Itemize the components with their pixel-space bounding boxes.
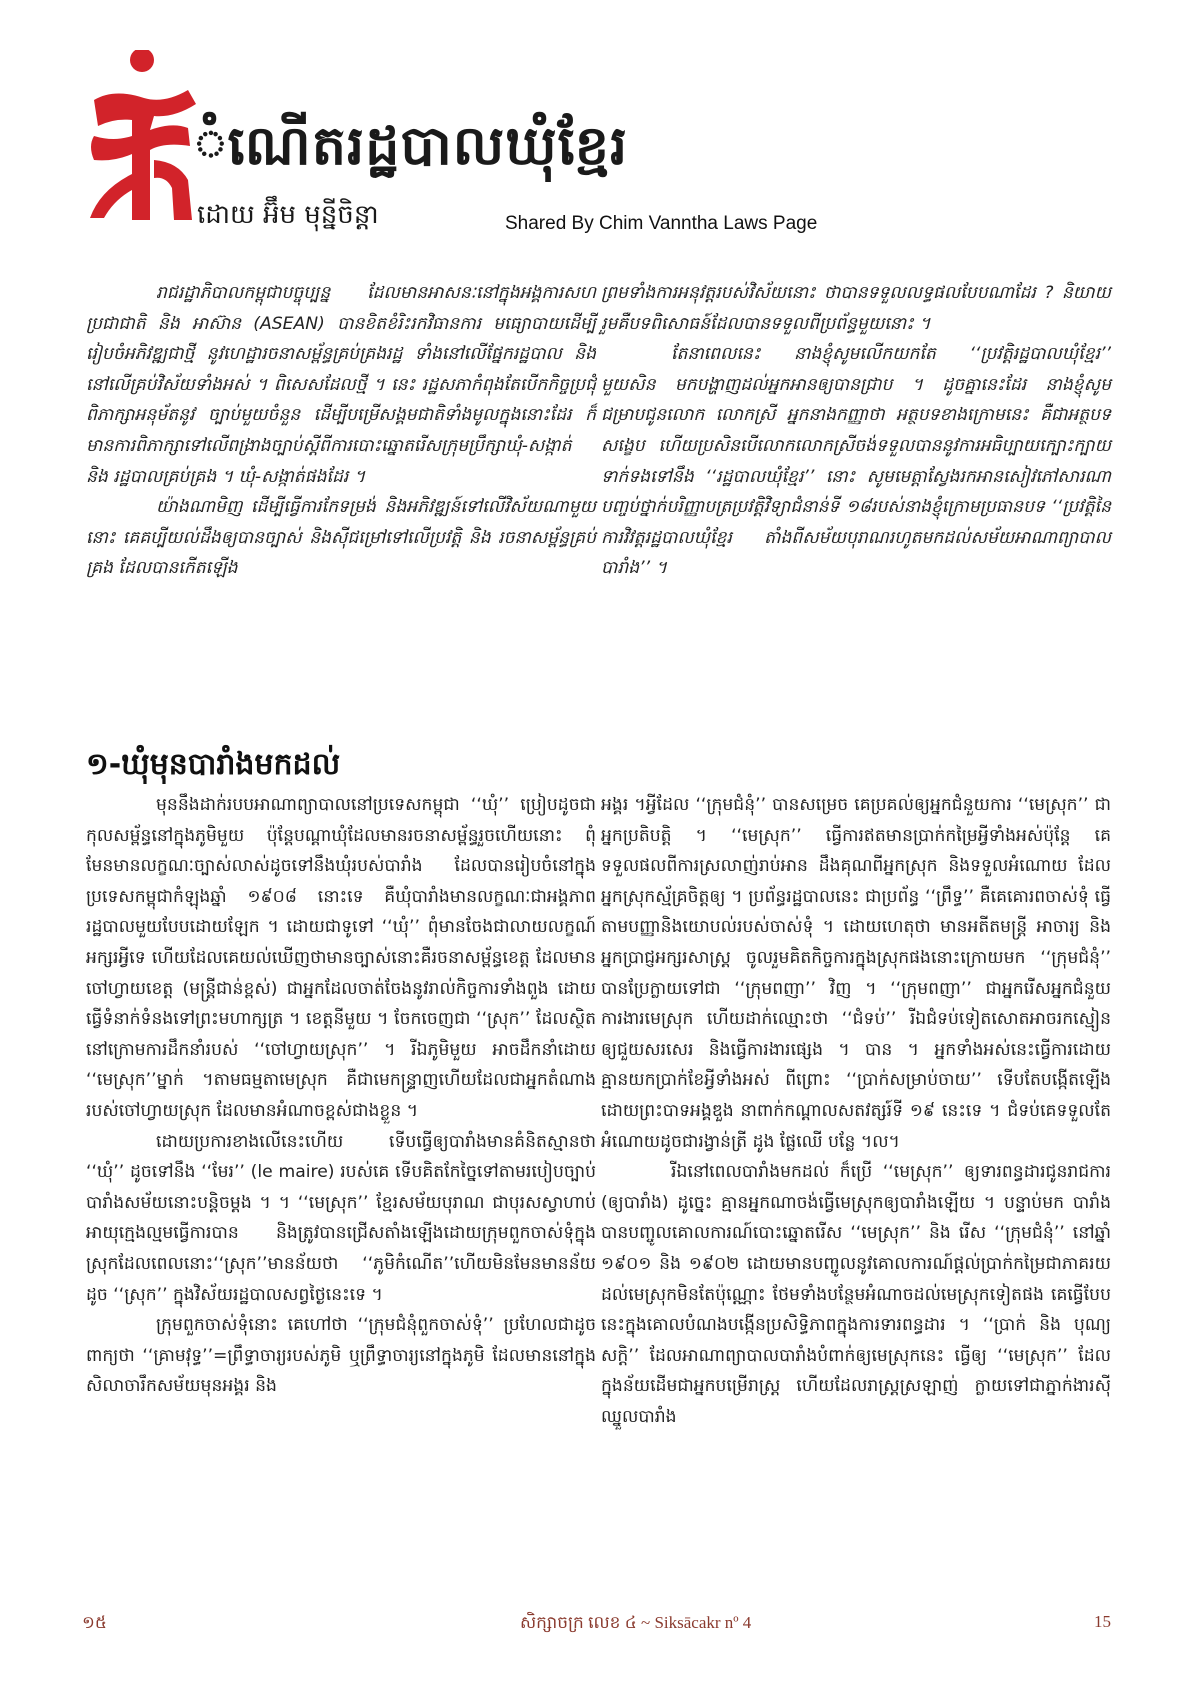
paragraph: អង្គរ ។អ្វីដែល ‘‘ក្រុមជំនុំ’’ បានសម្រេច គេប្រគល់ឲ្យអ្នកជំនួយការ ‘‘មេស្រុក’’ ជាអ្នកប្រតិបត្តិ ។ ‘‘មេស្រុក’’ ធ្វើការឥតមានប្រាក់កម្រៃអ្វីទាំងអស់ប៉ុន្តែ គេទទួលផលពីការស្រលាញ់រាប់អាន ដឹងគុណពីអ្នកស្រុក និងទទួលអំណោយ ដែលអ្នកស្រុកស្ម័គ្រចិត្តឲ្យ ។ ប្រព័ន្ធរដ្ឋបាលនេះ ជាប្រព័ន្ធ ‘‘ព្រឹទ្ធ’’ គឺគេគោរពចាស់ទុំ ធ្វើតាមបញ្ញានិងយោបល់របស់ចាស់ទុំ ។ ដោយហេតុថា មានអតីតមន្ត្រី អាចារ្យ និង អ្នកប្រាជ្ញអក្សរសាស្ត្រ ចូលរួមគិតកិច្ចការក្នុងស្រុកផងនោះក្រោយមក ‘‘ក្រុមជំនុំ’’ បានប្រែក្លាយទៅជា ‘‘ក្រុមពញា’’ វិញ ។ ‘‘ក្រុមពញា’’ ជាអ្នករើសអ្នកជំនួយការងារមេស្រុក ហើយដាក់ឈ្មោះថា ‘‘ជំទប់’’ រីឯជំទប់ទៀតសោតអាចរកស្មៀនឲ្យជួយសរសេរ និងធ្វើការងារផ្សេង ។ បាន ។ អ្នកទាំងអស់នេះធ្វើការដោយគ្មានយកប្រាក់ខែអ្វីទាំងអស់ ពីព្រោះ ‘‘ប្រាក់សម្រាប់ចាយ’’ ទើបតែបង្កើតឡើងដោយព្រះបាទអង្គឌួង នាពាក់កណ្តាលសតវត្សរ៍ទី ១៩ នេះទេ ។ ជំទប់គេទទួលតែអំណោយដូចជារង្វាន់ត្រី ដូង ផ្លែឈើ បន្លែ ។ល។ <box>601 795 1111 1152</box>
intro-left-column <box>86 278 596 584</box>
footer-journal-title: សិក្សាចក្រ លេខ ៤ ~ Siksācakr nº 4 <box>520 1613 752 1632</box>
section-left-column <box>86 790 596 1402</box>
paragraph: រាជរដ្ឋាភិបាលកម្ពុជាបច្ចុប្បន្ន ដែលមានអាសនៈនៅក្នុងអង្គការសហប្រជាជាតិ និង អាស៊ាន (ASEAN) បានខិតខំរិះរកវិធានការ មធ្យោបាយដើម្បីរៀបចំអភិវឌ្ឍជាថ្មី នូវហេដ្ឋារចនាសម្ព័ន្ធគ្រប់គ្រងរដ្ឋ ទាំងនៅលើផ្នែករដ្ឋបាល និងនៅលើគ្រប់វិស័យទាំងអស់ ។ ពិសេសដែលថ្មី ។ នេះ រដ្ឋសភាកំពុងតែបើកកិច្ចប្រជុំពិភាក្សាអនុម័តនូវ ច្បាប់មួយចំនួន ដើម្បីបម្រើសង្គមជាតិទាំងមូលក្នុងនោះដែរ ក៏មានការពិភាក្សាទៅលើពង្រាងច្បាប់ស្តីពីការបោះឆ្នោតរើសក្រុមប្រឹក្សាឃុំ-សង្កាត់ និង រដ្ឋបាលគ្រប់គ្រង ។ ឃុំ-សង្កាត់ផងដែរ ។ <box>86 283 596 487</box>
paragraph: ដោយប្រការខាងលើនេះហើយ ទើបធ្វើឲ្យបារាំងមានគំនិតស្មានថា ‘‘ឃុំ’’ ដូចទៅនឹង ‘‘មែរ’’ (le maire) របស់គេ ទើបគិតកែច្នៃទៅតាមរបៀបច្បាប់បារាំងសម័យនោះបន្តិចម្តង ។ ។ ‘‘មេស្រុក’’ ខ្មែរសម័យបុរាណ ជាបុរសស្វាហាប់ អាយុក្មេងល្មមធ្វើការបាន និងត្រូវបានជ្រើសតាំងឡើងដោយក្រុមពួកចាស់ទុំក្នុងស្រុកដែលពេលនោះ‘‘ស្រុក’’មានន័យថា ‘‘ភូមិកំណើត’’ហើយមិនមែនមានន័យដូច ‘‘ស្រុក’’ ក្នុងវិស័យរដ្ឋបាលសព្វថ្ងៃនេះទេ ។ <box>86 1131 596 1305</box>
article-title <box>195 112 628 191</box>
paragraph: រីឯនៅពេលបារាំងមកដល់ ក៏ប្រើ ‘‘មេស្រុក’’ ឲ្យទារពន្ធដារជូនរាជការ (ឲ្យបារាំង) ដូច្នេះ គ្មានអ្នកណាចង់ធ្វើមេស្រុកឲ្យបារាំងឡើយ ។ បន្ទាប់មក បារាំងបានបញ្ចូលគោលការណ៍បោះឆ្នោតរើស ‘‘មេស្រុក’’ និង រើស ‘‘ក្រុមជំនុំ’’ នៅឆ្នាំ ១៩០១ និង ១៩០២ ដោយមានបញ្ចូលនូវគោលការណ៍ផ្តល់ប្រាក់កម្រៃជាភាគរយដល់មេស្រុកមិនតែប៉ុណ្ណោះ ថែមទាំងបន្ថែមអំណាចដល់មេស្រុកទៀតផង គេធ្វើបែបនេះក្នុងគោលបំណងបង្កើនប្រសិទ្ធិភាពក្នុងការទារពន្ធដារ ។ ‘‘ប្រាក់ និង បុណ្យសក្តិ’’ ដែលអាណាព្យាបាលបារាំងបំពាក់ឲ្យមេស្រុកនេះ ធ្វើឲ្យ ‘‘មេស្រុក’’ ដែលក្នុងន័យដើមជាអ្នកបម្រើរាស្ត្រ ហើយដែលរាស្ត្រស្រឡាញ់ ក្លាយទៅជាភ្នាក់ងារស៊ីឈ្នួលបារាំង <box>601 1162 1111 1427</box>
section-right-column <box>601 790 1111 1432</box>
paragraph: ព្រមទាំងការអនុវត្តរបស់វិស័យនោះ ថាបានទទួលលទ្ធផលបែបណាដែរ ? និយាយរួមគឺបទពិសោធន៍ដែលបានទទួលពីប្រព័ន្ធមួយនោះ ។ <box>601 283 1111 334</box>
drop-cap-glyph-icon <box>84 50 204 230</box>
footer-page-number: 15 <box>1094 1612 1111 1631</box>
section-heading: ១-ឃុំមុនបារាំងមកដល់ <box>86 747 341 782</box>
paragraph: តែនាពេលនេះ នាងខ្ញុំសូមលើកយកតែ ‘‘ប្រវត្តិរដ្ឋបាលឃុំខ្មែរ’’ មួយសិន មកបង្ហាញដល់អ្នកអានឲ្យបានជ្រាប ។ ដូចគ្នានេះដែរ នាងខ្ញុំសូមជម្រាបជូនលោក លោកស្រី អ្នកនាងកញ្ញាថា អត្ថបទខាងក្រោមនេះ គឺជាអត្ថបទសង្ខេប ហើយប្រសិនបើលោកលោកស្រីចង់ទទួលបាននូវការអធិប្បាយក្បោះក្បាយ ទាក់ទងទៅនឹង ‘‘រដ្ឋបាលឃុំខ្មែរ’’ នោះ សូមមេត្តាស្វែងរកអានសៀវភៅសារណាបញ្ចប់ថ្នាក់បរិញ្ញាបត្រប្រវត្តិវិទ្យាជំនាន់ទី ១៨របស់នាងខ្ញុំក្រោមប្រធានបទ ‘‘ប្រវត្តិនៃការវិវត្តរដ្ឋបាលឃុំខ្មែរ តាំងពីសម័យបុរាណរហូតមកដល់សម័យអាណាព្យាបាលបារាំង’’ ។ <box>601 344 1111 579</box>
paragraph: យ៉ាងណាមិញ ដើម្បីធ្វើការកែទម្រង់ និងអភិវឌ្ឍន៍ទៅលើវិស័យណាមួយនោះ គេគប្បីយល់ដឹងឲ្យបានច្បាស់ និងស៊ីជម្រៅទៅលើប្រវត្តិ និង រចនាសម្ព័ន្ធគ្រប់គ្រង ដែលបានកើតឡើង <box>86 497 596 579</box>
footer-page-khmer: ១៥ <box>82 1613 107 1632</box>
article-title-rest: ំណើតរដ្ឋបាលឃុំខ្មែរ <box>195 114 629 177</box>
intro-right-column <box>601 278 1111 584</box>
paragraph: ក្រុមពួកចាស់ទុំនោះ គេហៅថា ‘‘ក្រុមជំនុំពួកចាស់ទុំ’’ ប្រហែលជាដូចពាក្យថា ‘‘គ្រាមវុទ្ធ’’=ព្រឹទ្ធាចារ្យរបស់ភូមិ ឬព្រឹទ្ធាចារ្យនៅក្នុងភូមិ ដែលមាននៅក្នុងសិលាចារឹកសម័យមុនអង្គរ និង <box>86 1315 596 1397</box>
author-byline: ដោយ អ៊ឹម មុន្នីចិន្តា <box>197 200 379 230</box>
paragraph: មុននឹងដាក់របបអាណាព្យាបាលនៅប្រទេសកម្ពុជា ‘‘ឃុំ’’ ប្រៀបដូចជាកុលសម្ព័ន្ធនៅក្នុងភូមិមួយ ប៉ុន្តែបណ្តាឃុំដែលមានរចនាសម្ព័ន្ធរួចហើយនោះ ពុំមែនមានលក្ខណៈច្បាស់លាស់ដូចទៅនឹងឃុំរបស់បារាំង ដែលបានរៀបចំនៅក្នុងប្រទេសកម្ពុជាកំឡុងឆ្នាំ ១៩០៨ នោះទេ គឺឃុំបារាំងមានលក្ខណៈជាអង្គភាពរដ្ឋបាលមួយបែបដោយឡែក ។ ដោយជាទូទៅ ‘‘ឃុំ’’ ពុំមានចែងជាលាយលក្ខណ៍អក្សរអ្វីទេ ហើយដែលគេយល់ឃើញថាមានច្បាស់នោះគឺរចនាសម្ព័ន្ធខេត្ត ដែលមានចៅហ្វាយខេត្ត (មន្ត្រីជាន់ខ្ពស់) ជាអ្នកដែលចាត់ចែងនូវរាល់កិច្ចការទាំងពួង ដោយធ្វើទំនាក់ទំនងទៅព្រះមហាក្សត្រ ។ ខេត្តនីមួយ ។ ចែកចេញជា ‘‘ស្រុក’’ ដែលស្ថិតនៅក្រោមការដឹកនាំរបស់ ‘‘ចៅហ្វាយស្រុក’’ ។ រីឯភូមិមួយ អាចដឹកនាំដោយ ‘‘មេស្រុក’’ម្នាក់ ។តាមធម្មតាមេស្រុក គឺជាមេកន្ទ្រាញហើយដែលជាអ្នកតំណាងរបស់ចៅហ្វាយស្រុក ដែលមានអំណាចខ្ពស់ជាងខ្លួន ។ <box>86 795 596 1121</box>
shared-by-credit: Shared By Chim Vanntha Laws Page <box>505 213 818 234</box>
